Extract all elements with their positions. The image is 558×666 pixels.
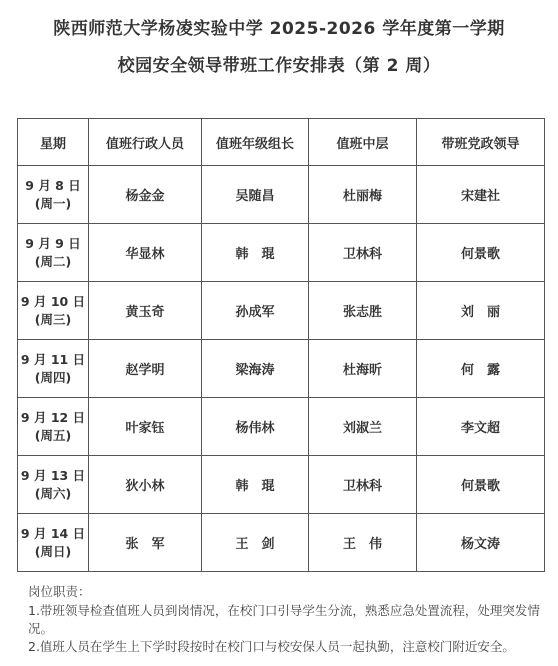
party-leader-cell: 李文超 <box>417 398 545 456</box>
notes-heading: 岗位职责： <box>28 584 91 599</box>
grade-leader-cell: 韩 琨 <box>202 456 309 514</box>
party-leader-cell: 刘 丽 <box>417 282 545 340</box>
column-header-grade-leader: 值班年级组长 <box>202 119 309 166</box>
party-leader-cell: 何 露 <box>417 340 545 398</box>
weekday-label: (周四) <box>34 369 72 385</box>
admin-cell: 华显林 <box>89 224 202 282</box>
page-subtitle: 校园安全领导带班工作安排表（第 2 周） <box>117 56 441 76</box>
date-label: 9 月 13 日 <box>20 467 86 483</box>
admin-cell: 黄玉奇 <box>89 282 202 340</box>
day-cell <box>18 166 89 224</box>
party-leader-cell: 宋建社 <box>417 166 545 224</box>
admin-cell: 狄小林 <box>89 456 202 514</box>
weekday-label: (周日) <box>34 543 72 559</box>
table-row <box>18 282 545 340</box>
date-label: 9 月 14 日 <box>20 525 86 541</box>
grade-leader-cell: 孙成军 <box>202 282 309 340</box>
middle-manager-cell: 王 伟 <box>309 514 417 572</box>
column-header-party-leader: 带班党政领导 <box>417 119 545 166</box>
middle-manager-cell: 杜丽梅 <box>309 166 417 224</box>
admin-cell: 叶家钰 <box>89 398 202 456</box>
table-header-row <box>18 119 545 166</box>
duty-notes <box>28 583 548 656</box>
admin-cell: 赵学明 <box>89 340 202 398</box>
day-cell <box>18 456 89 514</box>
table-row <box>18 514 545 572</box>
day-cell <box>18 398 89 456</box>
middle-manager-cell: 卫林科 <box>309 224 417 282</box>
column-header-weekday: 星期 <box>18 119 89 166</box>
grade-leader-cell: 韩 琨 <box>202 224 309 282</box>
weekday-label: (周一) <box>34 195 72 211</box>
date-label: 9 月 11 日 <box>20 351 86 367</box>
column-header-admin: 值班行政人员 <box>89 119 202 166</box>
party-leader-cell: 何景歌 <box>417 224 545 282</box>
day-cell <box>18 224 89 282</box>
table-row <box>18 224 545 282</box>
date-label: 9 月 8 日 <box>25 177 81 193</box>
page-title: 陕西师范大学杨凌实验中学 2025-2026 学年度第一学期 <box>53 19 505 39</box>
table-row <box>18 456 545 514</box>
day-cell <box>18 282 89 340</box>
column-header-middle-manager: 值班中层 <box>309 119 417 166</box>
duty-table <box>17 118 545 572</box>
weekday-label: (周六) <box>34 485 72 501</box>
notes-item: 1.带班领导检查值班人员到岗情况，在校门口引导学生分流，熟悉应急处置流程，处理突发情况。 <box>28 603 540 636</box>
date-label: 9 月 10 日 <box>20 293 86 309</box>
grade-leader-cell: 吴随昌 <box>202 166 309 224</box>
table-row <box>18 398 545 456</box>
weekday-label: (周三) <box>34 311 72 327</box>
grade-leader-cell: 杨伟林 <box>202 398 309 456</box>
middle-manager-cell: 杜海昕 <box>309 340 417 398</box>
grade-leader-cell: 王 剑 <box>202 514 309 572</box>
admin-cell: 杨金金 <box>89 166 202 224</box>
grade-leader-cell: 梁海涛 <box>202 340 309 398</box>
weekday-label: (周二) <box>34 253 72 269</box>
weekday-label: (周五) <box>34 427 72 443</box>
party-leader-cell: 何景歌 <box>417 456 545 514</box>
table-row <box>18 166 545 224</box>
notes-item: 2.值班人员在学生上下学时段按时在校门口与校安保人员一起执勤，注意校门附近安全。 <box>28 639 515 654</box>
admin-cell: 张 军 <box>89 514 202 572</box>
table-row <box>18 340 545 398</box>
date-label: 9 月 9 日 <box>25 235 81 251</box>
party-leader-cell: 杨文涛 <box>417 514 545 572</box>
day-cell <box>18 514 89 572</box>
middle-manager-cell: 卫林科 <box>309 456 417 514</box>
day-cell <box>18 340 89 398</box>
date-label: 9 月 12 日 <box>20 409 86 425</box>
middle-manager-cell: 张志胜 <box>309 282 417 340</box>
middle-manager-cell: 刘淑兰 <box>309 398 417 456</box>
